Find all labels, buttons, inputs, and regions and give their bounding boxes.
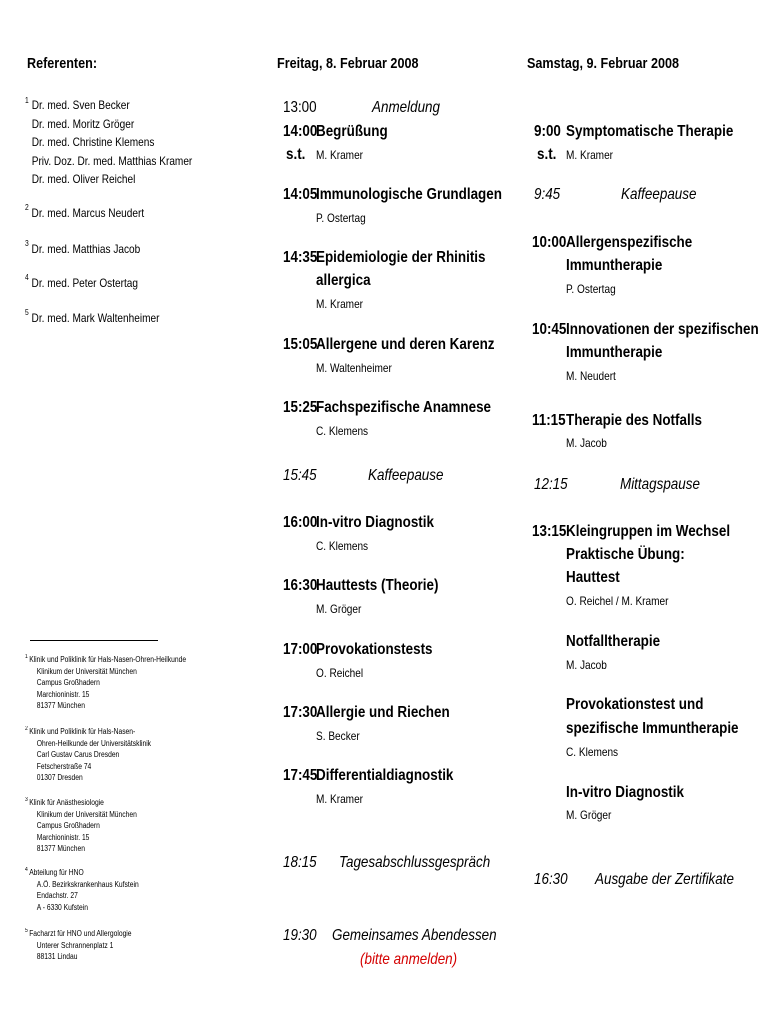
sat-session-title: spezifische Immuntherapie bbox=[566, 720, 739, 737]
footnote-line: Campus Großhadern bbox=[36, 821, 100, 830]
referent-name: Dr. med. Oliver Reichel bbox=[31, 172, 136, 186]
referent-name: Priv. Doz. Dr. med. Matthias Kramer bbox=[31, 153, 193, 168]
sat-speaker: M. Jacob bbox=[566, 658, 607, 672]
footnote-line: Klinikum der Universität München bbox=[36, 666, 137, 676]
footnote-line: Marchioninistr. 15 bbox=[36, 832, 90, 842]
fri-session-title: Differentialdiagnostik bbox=[316, 767, 454, 784]
sat-break: Mittagspause bbox=[620, 476, 700, 493]
fri-time: 17:30 bbox=[283, 704, 318, 721]
sat-session-title: Praktische Übung: bbox=[566, 546, 685, 563]
footnote-marker: 2 bbox=[25, 203, 29, 212]
footnote-marker: 5 bbox=[25, 928, 28, 934]
fri-speaker: C. Klemens bbox=[316, 539, 369, 553]
sat-session-title: Kleingruppen im Wechsel bbox=[566, 523, 731, 540]
sat-session-title: Therapie des Notfalls bbox=[566, 412, 702, 429]
fri-session-title: Allergene und deren Karenz bbox=[316, 336, 495, 353]
fri-session-title: Allergie und Riechen bbox=[316, 704, 450, 721]
referenten-group-5 bbox=[25, 310, 159, 325]
fri-time: 15:45 bbox=[283, 467, 317, 484]
footnote-1 bbox=[25, 654, 186, 712]
sat-session-title: Symptomatische Therapie bbox=[566, 123, 734, 140]
referenten-group-4 bbox=[25, 275, 138, 290]
footnote-marker: 3 bbox=[25, 797, 28, 803]
footnote-2 bbox=[25, 726, 151, 784]
fri-time: 17:45 bbox=[283, 767, 318, 784]
referent-name: Dr. med. Marcus Neudert bbox=[31, 206, 145, 220]
sat-speaker: P. Ostertag bbox=[566, 282, 616, 296]
sat-speaker: O. Reichel / M. Kramer bbox=[566, 594, 669, 608]
footnote-divider bbox=[30, 640, 158, 641]
sat-time: 13:15 bbox=[532, 523, 567, 540]
sat-certificates: Ausgabe der Zertifikate bbox=[595, 871, 734, 888]
fri-session-title: Immunologische Grundlagen bbox=[316, 186, 502, 203]
referent-name: Dr. med. Moritz Gröger bbox=[31, 116, 135, 131]
footnote-line: A - 6330 Kufstein bbox=[36, 902, 88, 912]
footnote-line: Abteilung für HNO bbox=[29, 868, 84, 877]
sat-session-title: In-vitro Diagnostik bbox=[566, 784, 684, 801]
referenten-group-3 bbox=[25, 241, 140, 256]
footnote-line: 81377 München bbox=[36, 701, 85, 710]
sat-st: s.t. bbox=[537, 146, 557, 163]
fri-session-title: Epidemiologie der Rhinitis bbox=[316, 249, 486, 266]
sat-session-title: Innovationen der spezifischen bbox=[566, 321, 759, 338]
sat-speaker: C. Klemens bbox=[566, 745, 619, 759]
sat-time: 10:45 bbox=[532, 321, 567, 338]
sat-session-title: Allergenspezifische bbox=[566, 234, 693, 251]
footnote-marker: 4 bbox=[25, 273, 29, 282]
footnote-marker: 1 bbox=[25, 654, 28, 660]
referent-name: Dr. med. Sven Becker bbox=[31, 98, 130, 112]
fri-time: 14:05 bbox=[283, 186, 318, 203]
sat-speaker: M. Neudert bbox=[566, 369, 616, 383]
footnote-marker: 3 bbox=[25, 239, 29, 248]
fri-closing-session: Tagesabschlussgespräch bbox=[339, 854, 491, 871]
sat-speaker: M. Jacob bbox=[566, 436, 607, 450]
footnote-marker: 1 bbox=[25, 96, 29, 105]
referent-name: Dr. med. Mark Waltenheimer bbox=[31, 311, 160, 325]
sat-time: 16:30 bbox=[534, 871, 568, 888]
footnote-line: Klinik für Anästhesiologie bbox=[29, 798, 104, 807]
fri-dinner: Gemeinsames Abendessen bbox=[332, 927, 497, 944]
footnote-line: 01307 Dresden bbox=[36, 773, 83, 782]
footnote-3 bbox=[25, 797, 137, 855]
sat-session-title: Immuntherapie bbox=[566, 257, 663, 274]
footnote-line: Ohren-Heilkunde der Universitätsklinik bbox=[36, 738, 152, 748]
fri-session-title: Fachspezifische Anamnese bbox=[316, 399, 492, 416]
fri-speaker: C. Klemens bbox=[316, 424, 369, 438]
sat-session-title: Provokationstest und bbox=[566, 696, 704, 713]
footnote-line: Unterer Schrannenplatz 1 bbox=[36, 940, 114, 950]
footnote-marker: 5 bbox=[25, 308, 29, 317]
sat-break: Kaffeepause bbox=[621, 186, 697, 203]
fri-time: 16:30 bbox=[283, 577, 318, 594]
fri-time: 16:00 bbox=[283, 514, 318, 531]
friday-heading: Freitag, 8. Februar 2008 bbox=[277, 55, 419, 72]
fri-speaker: S. Becker bbox=[316, 729, 360, 743]
footnote-line: Campus Großhadern bbox=[36, 678, 100, 687]
footnote-line: Klinikum der Universität München bbox=[36, 809, 137, 819]
footnote-line: A.Ö. Bezirkskrankenhaus Kufstein bbox=[36, 879, 139, 889]
sat-speaker: M. Kramer bbox=[566, 148, 614, 162]
referenten-heading: Referenten: bbox=[27, 55, 98, 72]
sat-speaker: M. Gröger bbox=[566, 808, 612, 822]
sat-time: 9:00 bbox=[534, 123, 561, 140]
footnote-line: Endachstr. 27 bbox=[36, 891, 78, 900]
referenten-group-2 bbox=[25, 205, 144, 220]
fri-session-title: Begrüßung bbox=[316, 123, 388, 140]
fri-speaker: M. Waltenheimer bbox=[316, 361, 392, 375]
fri-dinner-note: (bitte anmelden) bbox=[360, 951, 458, 968]
fri-time: 14:35 bbox=[283, 249, 318, 266]
referent-name: Dr. med. Christine Klemens bbox=[31, 135, 155, 149]
footnote-line: Facharzt für HNO und Allergologie bbox=[29, 929, 132, 938]
sat-time: 10:00 bbox=[532, 234, 567, 251]
fri-speaker: M. Kramer bbox=[316, 297, 364, 311]
fri-time: 19:30 bbox=[283, 927, 317, 944]
fri-st: s.t. bbox=[286, 146, 306, 163]
footnote-4 bbox=[25, 867, 139, 913]
footnote-marker: 4 bbox=[25, 867, 28, 873]
fri-time: 18:15 bbox=[283, 854, 317, 871]
fri-time: 15:05 bbox=[283, 336, 318, 353]
sat-session-title: Notfalltherapie bbox=[566, 633, 661, 650]
sat-session-title: Immuntherapie bbox=[566, 344, 663, 361]
fri-anmeldung: Anmeldung bbox=[372, 99, 441, 116]
fri-time: 13:00 bbox=[283, 99, 317, 116]
fri-speaker: M. Kramer bbox=[316, 148, 364, 162]
fri-time: 15:25 bbox=[283, 399, 318, 416]
footnote-5 bbox=[25, 928, 132, 963]
footnote-line: Klinik und Poliklinik für Hals-Nasen- bbox=[29, 727, 136, 736]
fri-break: Kaffeepause bbox=[368, 467, 444, 484]
fri-session-title: Provokationstests bbox=[316, 641, 433, 658]
footnote-line: Carl Gustav Carus Dresden bbox=[36, 750, 120, 759]
footnote-line: Fetscherstraße 74 bbox=[36, 761, 92, 771]
referent-name: Dr. med. Matthias Jacob bbox=[31, 242, 141, 256]
fri-time: 14:00 bbox=[283, 123, 318, 140]
sat-time: 12:15 bbox=[534, 476, 568, 493]
referent-name: Dr. med. Peter Ostertag bbox=[31, 276, 138, 290]
saturday-heading: Samstag, 9. Februar 2008 bbox=[527, 55, 679, 72]
fri-speaker: M. Gröger bbox=[316, 602, 362, 616]
footnote-line: Klinik und Poliklinik für Hals-Nasen-Ohren-Heilkunde bbox=[29, 655, 187, 664]
fri-session-title: Hauttests (Theorie) bbox=[316, 577, 439, 594]
footnote-line: 88131 Lindau bbox=[36, 952, 78, 961]
sat-session-title: Hauttest bbox=[566, 569, 620, 586]
referenten-group-1 bbox=[25, 96, 192, 189]
fri-speaker: M. Kramer bbox=[316, 792, 364, 806]
fri-speaker: P. Ostertag bbox=[316, 211, 366, 225]
fri-time: 17:00 bbox=[283, 641, 318, 658]
sat-time: 9:45 bbox=[534, 186, 561, 203]
footnote-marker: 2 bbox=[25, 726, 28, 732]
footnote-line: 81377 München bbox=[36, 844, 85, 853]
fri-session-title: allergica bbox=[316, 272, 371, 289]
sat-time: 11:15 bbox=[532, 412, 566, 429]
footnote-line: Marchioninistr. 15 bbox=[36, 689, 90, 699]
fri-speaker: O. Reichel bbox=[316, 666, 364, 680]
fri-session-title: In-vitro Diagnostik bbox=[316, 514, 434, 531]
